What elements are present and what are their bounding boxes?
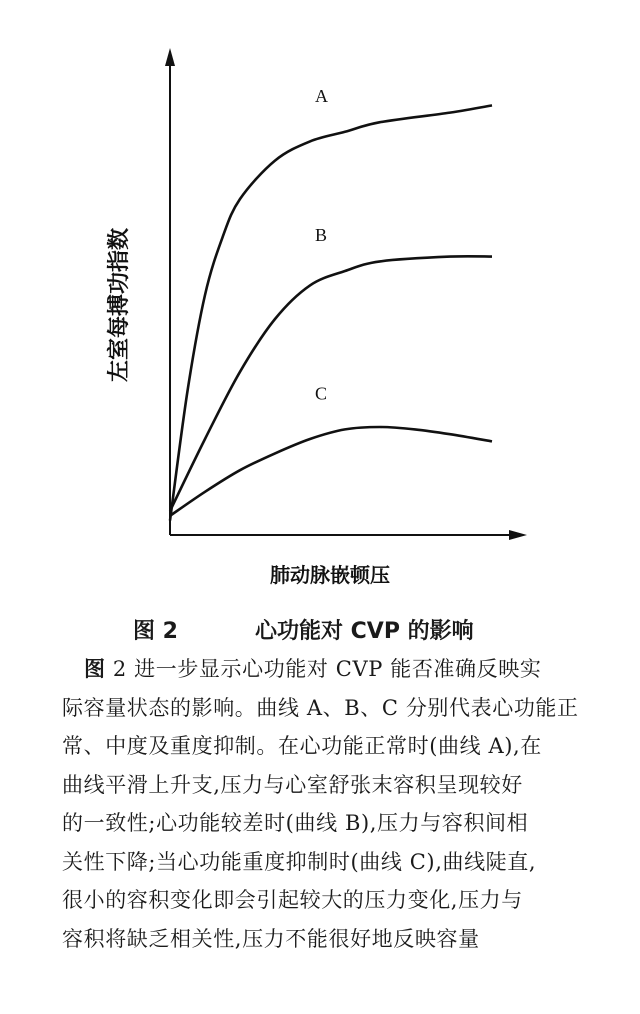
figure-title: 心功能对 CVP 的影响 <box>255 619 474 644</box>
paragraph-line: 关性下降;当心功能重度抑制时(曲线 C),曲线陡直, <box>62 849 537 874</box>
series-line-C <box>170 427 492 516</box>
y-axis-arrow-icon <box>165 48 175 66</box>
paragraph-lead: 图 <box>84 657 106 681</box>
paragraph-line: 际容量状态的影响。曲线 A、B、C 分别代表心功能正 <box>62 695 579 720</box>
paragraph-line: 曲线平滑上升支,压力与心室舒张末容积呈现较好 <box>62 772 523 797</box>
paragraph-line: 容积将缺乏相关性,压力不能很好地反映容量 <box>62 926 480 951</box>
x-axis-label: 肺动脉嵌顿压 <box>270 563 390 587</box>
paragraph-line <box>62 650 607 689</box>
series-label-C: C <box>315 383 328 404</box>
series-label-A: A <box>315 85 328 106</box>
paragraph-line: 常、中度及重度抑制。在心功能正常时(曲线 A),在 <box>62 734 542 758</box>
figure-number: 图 2 <box>133 619 178 644</box>
series-line-B <box>170 256 492 511</box>
y-axis-label: 左室每搏功指数 <box>107 227 132 383</box>
paragraph-line: 很小的容积变化即会引起较大的压力变化,压力与 <box>62 888 523 912</box>
series-label-B: B <box>315 225 328 245</box>
x-axis-arrow-icon <box>509 530 527 540</box>
paragraph-line: 的一致性;心功能较差时(曲线 B),压力与容积间相 <box>62 811 529 835</box>
series-line-A <box>170 105 492 520</box>
axes <box>165 48 527 540</box>
body-paragraph <box>62 650 607 958</box>
paragraph-text: 2 进一步显示心功能对 CVP 能否准确反映实 <box>105 657 542 681</box>
